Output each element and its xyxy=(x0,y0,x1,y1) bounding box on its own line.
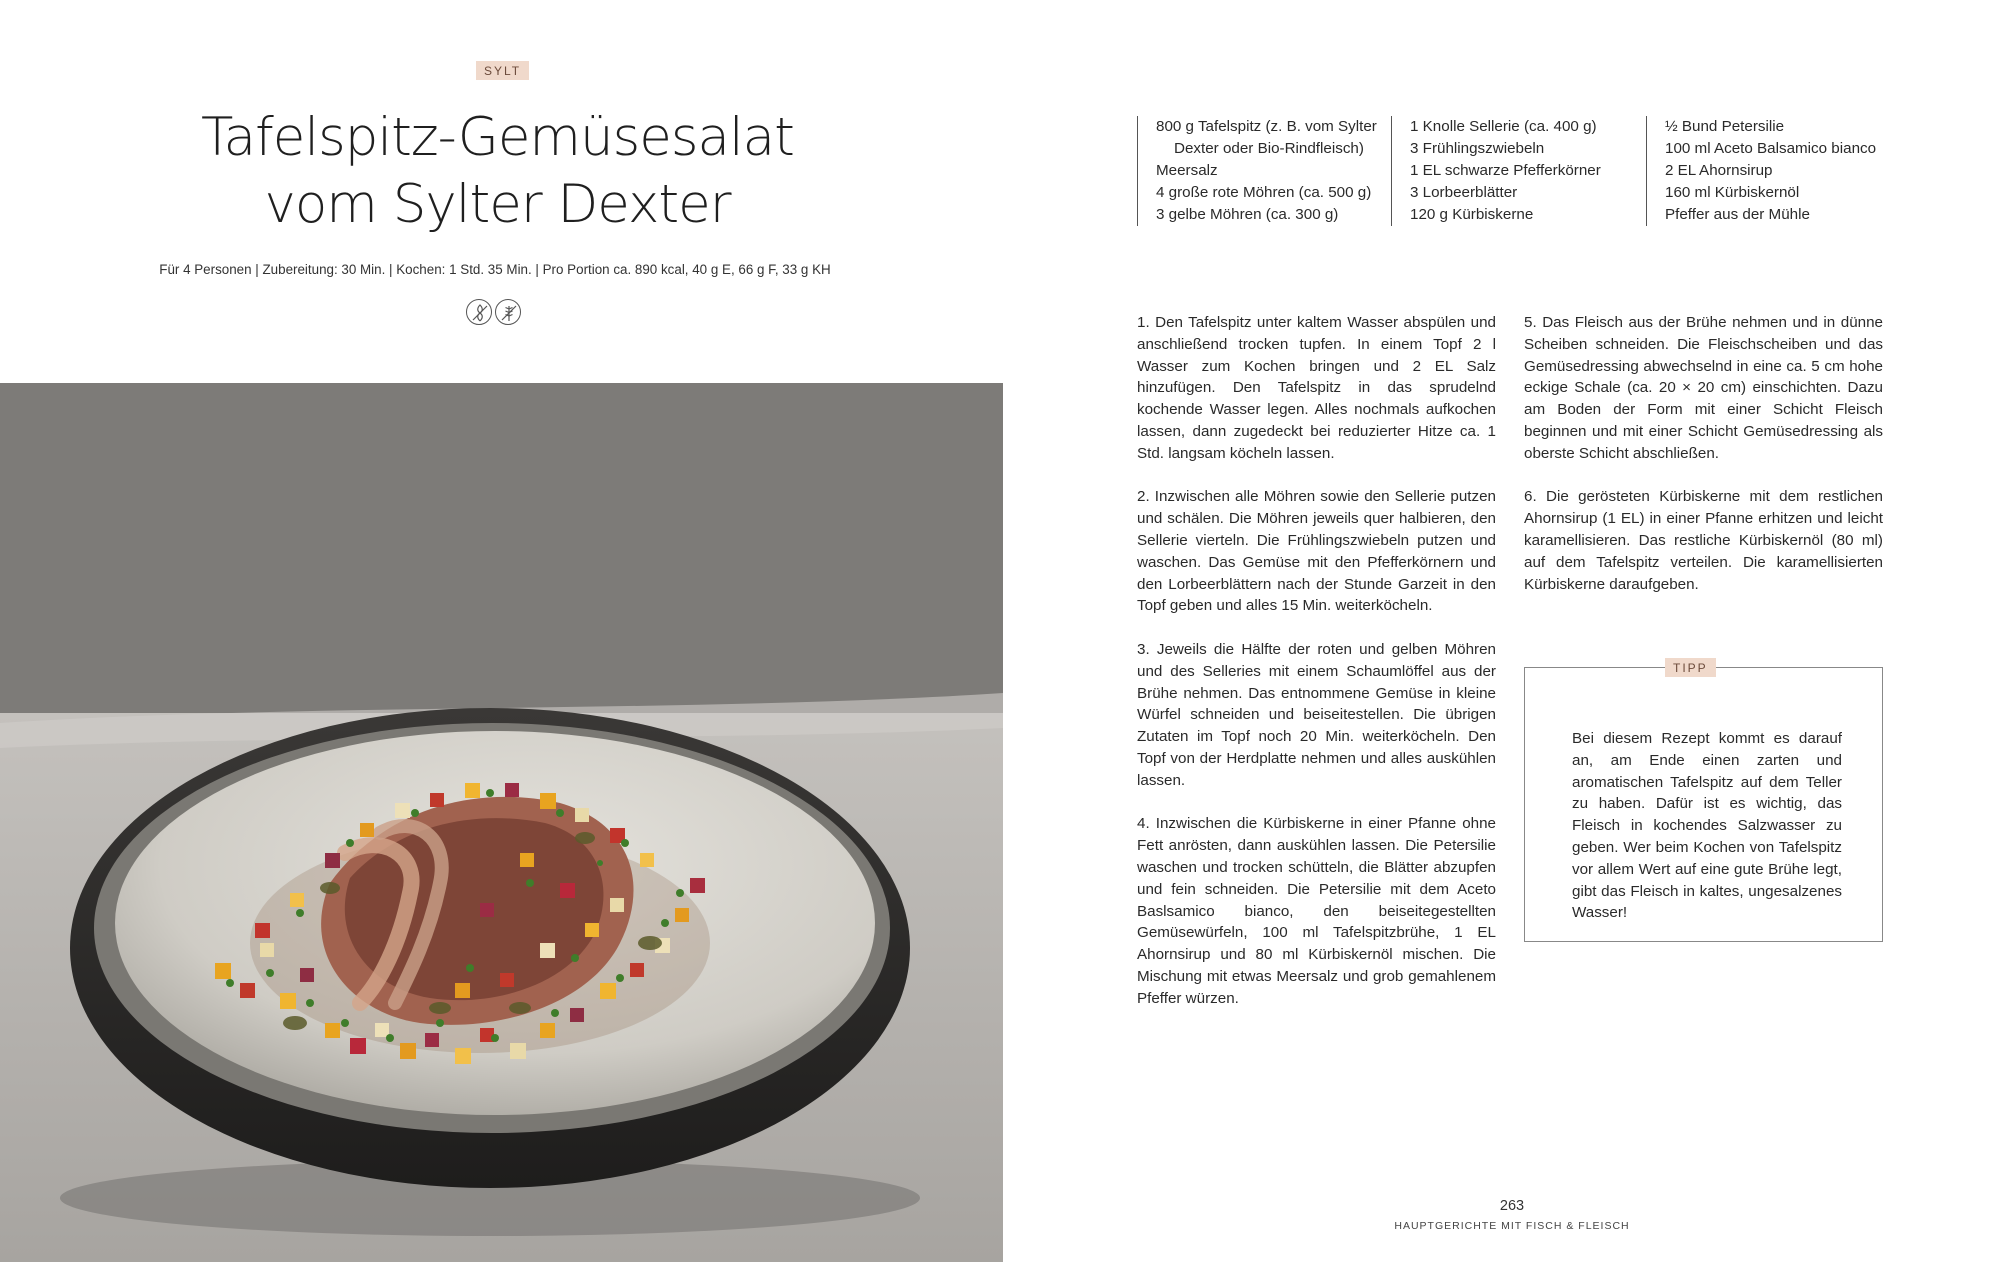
ingredient-item: 3 Lorbeerblätter xyxy=(1410,184,1518,201)
page-number: 263 xyxy=(1499,1198,1525,1214)
ingredient-item: 4 große rote Möhren (ca. 500 g) xyxy=(1156,184,1372,201)
step-4: 4. Inzwischen die Kürbiskerne in einer Pfanne ohne Fett anrösten, dann auskühlen lassen. Die Petersilie waschen und trocken schütteln, die Blätter abzupfen und fein schneiden. Die Petersilie mit dem Aceto Baslsamico bianco, den beiseitegestellten Gemüsewürfeln, 100 ml Tafelspitzbrühe, 1 EL Ahornsirup und 80 ml Kürbiskernöl mischen. Die Mischung mit etwas Meersalz und grob gemahlenem Pfeffer würzen. xyxy=(1137,815,1496,1007)
tip-label: TIPP xyxy=(1665,658,1716,677)
recipe-title-line-2: vom Sylter Dexter xyxy=(264,174,731,235)
recipe-title xyxy=(180,104,815,238)
gluten-free-icon xyxy=(466,299,492,325)
diet-icons xyxy=(466,299,521,325)
ingredient-item: 800 g Tafelspitz (z. B. vom Sylter xyxy=(1156,118,1377,135)
step-2: 2. Inzwischen alle Möhren sowie den Sellerie putzen und schälen. Die Möhren jeweils quer halbieren, den Sellerie vierteln. Die Frühlingszwiebeln putzen und waschen. Das Gemüse mit den Pfefferkörnern und den Lorbeerblättern nach der Stunde Garzeit in den Topf geben und alles 15 Min. weiterköcheln. xyxy=(1137,488,1496,615)
ingredient-item: 160 ml Kürbiskernöl xyxy=(1665,184,1800,201)
step-3: 3. Jeweils die Hälfte der roten und gelben Möhren und des Selleries mit einem Schaumlöffel aus der Brühe nehmen. Das entnommene Gemüse in kleine Würfel schneiden und beiseitestellen. Die übrigen Zutaten im Topf noch 20 Min. weiterköcheln. Den Topf von der Herdplatte nehmen und alles auskühlen lassen. xyxy=(1137,640,1496,789)
ingredients-column-3 xyxy=(1646,116,1876,226)
step-1: 1. Den Tafelspitz unter kaltem Wasser abspülen und anschließend trocken tupfen. In einem Topf 2 l Wasser zum Kochen bringen und 2 EL Salz hinzufügen. Den Tafelspitz in das sprudelnd kochende Wasser legen. Alles nochmals aufkochen lassen, dann zugedeckt bei reduzierter Hitze ca. 1 Std. langsam köcheln lassen. xyxy=(1137,314,1496,462)
ingredient-item: 1 Knolle Sellerie (ca. 400 g) xyxy=(1410,118,1597,135)
tip-text: Bei diesem Rezept kommt es darauf an, am Ende einen zarten und aromatischen Tafelspitz auf dem Teller zu haben. Dafür ist es wichtig, das Fleisch in kochendes Salzwasser zu geben. Wer beim Kochen von Tafelspitz vor allem Wert auf eine gute Brühe legt, gibt das Fleisch in kaltes, ungesalzenes Wasser! xyxy=(1572,730,1842,922)
ingredient-item: ½ Bund Petersilie xyxy=(1665,118,1785,135)
dish-photo xyxy=(0,383,1003,1262)
region-tag: SYLT xyxy=(476,61,529,80)
ingredient-item: 1 EL schwarze Pfefferkörner xyxy=(1410,162,1601,179)
ingredient-item: Meersalz xyxy=(1156,162,1218,179)
ingredient-item: 3 Frühlingszwiebeln xyxy=(1410,140,1545,157)
ingredient-item: 3 gelbe Möhren (ca. 300 g) xyxy=(1156,206,1339,223)
step-6: 6. Die gerösteten Kürbiskerne mit dem restlichen Ahornsirup (1 EL) in einer Pfanne erhitzen und leicht karamellisieren. Das restliche Kürbiskernöl (80 ml) auf dem Tafelspitz verteilen. Die karamellisierten Kürbiskerne daraufgeben. xyxy=(1524,488,1883,593)
recipe-meta: Für 4 Personen | Zubereitung: 30 Min. | Kochen: 1 Std. 35 Min. | Pro Portion ca. 890 kcal, 40 g E, 66 g F, 33 g KH xyxy=(159,262,831,277)
ingredients-column-1 xyxy=(1137,116,1377,226)
ingredient-item: Dexter oder Bio-Rindfleisch) xyxy=(1174,140,1364,157)
recipe-title-line-1: Tafelspitz-Gemüsesalat xyxy=(201,107,794,168)
chapter-title: HAUPTGERICHTE MIT FISCH & FLEISCH xyxy=(1394,1220,1630,1232)
ingredient-item: 100 ml Aceto Balsamico bianco xyxy=(1665,140,1877,157)
steps-column-left xyxy=(1137,312,1496,1031)
ingredient-item: 2 EL Ahornsirup xyxy=(1665,162,1773,179)
step-5: 5. Das Fleisch aus der Brühe nehmen und in dünne Scheiben schneiden. Die Fleischscheiben und das Gemüsedressing abwechselnd in eine ca. 5 cm hohe eckige Schale (ca. 20 × 20 cm) einschichten. Dazu am Boden der Form mit einer Schicht Fleisch beginnen und mit einer Schicht Gemüsedressing als oberste Schicht abschließen. xyxy=(1524,314,1883,462)
ingredient-item: 120 g Kürbiskerne xyxy=(1410,206,1534,223)
steps-column-right xyxy=(1524,312,1883,617)
ingredients-column-2 xyxy=(1391,116,1601,226)
wheat-free-icon xyxy=(495,299,521,325)
ingredient-item: Pfeffer aus der Mühle xyxy=(1665,206,1810,223)
